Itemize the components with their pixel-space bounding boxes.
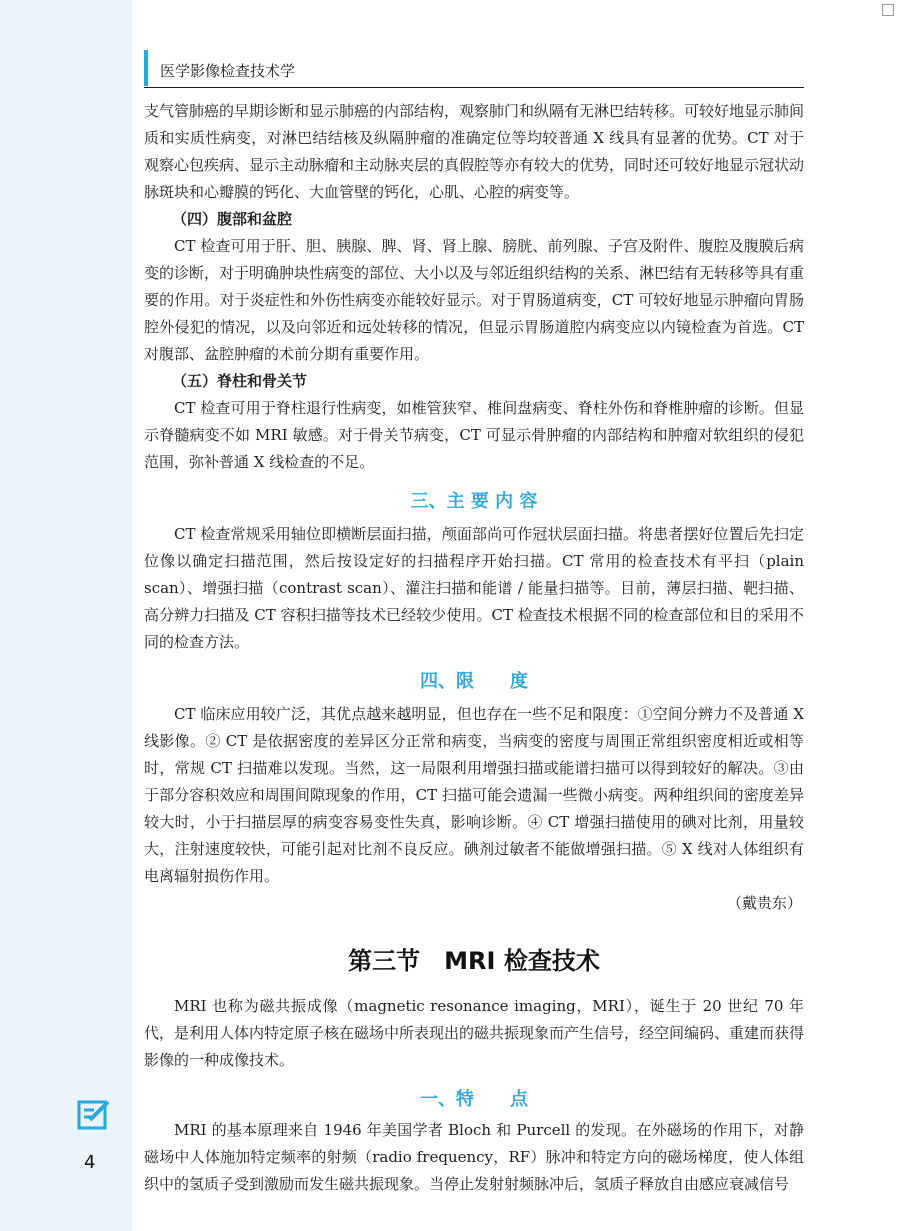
section-heading-main-content: 三、主 要 内 容 [410, 491, 538, 512]
paragraph-spine-joints: CT 检查可用于脊柱退行性病变，如椎管狭窄、椎间盘病变、脊柱外伤和脊椎肿瘤的诊断。但显示脊髓病变不如 MRI 敏感。对于骨关节病变，CT 可显示骨肿瘤的内部结构和肿瘤对软组织的侵犯范围，弥补普通 X 线检查的不足。 [144, 399, 804, 471]
page-body [144, 98, 804, 1198]
header-rule [144, 87, 804, 88]
paragraph-features: MRI 的基本原理来自 1946 年美国学者 Bloch 和 Purcell 的发现。在外磁场的作用下，对静磁场中人体施加特定频率的射频（radio frequency，RF）脉冲和特定方向的磁场梯度，使人体组织中的氢质子受到激励而发生磁共振现象。当停止发射射频脉冲后，氢质子释放自由感应衰减信号 [144, 1121, 804, 1193]
left-margin-band [0, 0, 132, 1231]
paragraph-continued: 支气管肺癌的早期诊断和显示肺癌的内部结构，观察肺门和纵隔有无淋巴结转移。可较好地显示肺间质和实质性病变，对淋巴结结核及纵隔肿瘤的准确定位等均较普通 X 线具有显著的优势。CT 对于观察心包疾病、显示主动脉瘤和主动脉夹层的真假腔等亦有较大的优势，同时还可较好地显示冠状动脉斑块和心瓣膜的钙化、大血管壁的钙化，心肌、心腔的病变等。 [144, 102, 805, 201]
header-accent-bar [144, 50, 148, 86]
author-signature: （戴贵东） [726, 894, 802, 912]
subheading-spine-joints: （五）脊柱和骨关节 [172, 372, 308, 390]
section-heading-limitations: 四、限 度 [420, 671, 528, 692]
paragraph-limitations: CT 临床应用较广泛，其优点越来越明显，但也存在一些不足和限度：①空间分辨力不及普通 X 线影像。② CT 是依据密度的差异区分正常和病变，当病变的密度与周围正常组织密度相近或相等时，常规 CT 扫描难以发现。当然，这一局限利用增强扫描或能谱扫描可以得到较好的解决。③由于部分容积效应和周围间隙现象的作用，CT 扫描可能会遗漏一些微小病变。两种组织间的密度差异较大时，小于扫描层厚的病变容易变性失真，影响诊断。④ CT 增强扫描使用的碘对比剂，用量较大，注射速度较快，可能引起对比剂不良反应。碘剂过敏者不能做增强扫描。⑤ X 线对人体组织有电离辐射损伤作用。 [144, 705, 804, 885]
section-heading-features: 一、特 点 [420, 1089, 528, 1110]
chapter-title: 第三节 MRI 检查技术 [348, 947, 600, 975]
corner-mark [882, 4, 894, 16]
paragraph-main-content: CT 检查常规采用轴位即横断层面扫描，颅面部尚可作冠状层面扫描。将患者摆好位置后先扫定位像以确定扫描范围，然后按设定好的扫描程序开始扫描。CT 常用的检查技术有平扫（plain scan）、增强扫描（contrast scan）、灌注扫描和能谱 / 能量扫描等。目前，薄层扫描、靶扫描、高分辨力扫描及 CT 容积扫描等技术已经较少使用。CT 检查技术根据不同的检查部位和目的采用不同的检查方法。 [144, 525, 804, 651]
book-title: 医学影像检查技术学 [160, 62, 296, 80]
paragraph-abdomen-pelvis: CT 检查可用于肝、胆、胰腺、脾、肾、肾上腺、膀胱、前列腺、子宫及附件、腹腔及腹膜后病变的诊断，对于明确肿块性病变的部位、大小以及与邻近组织结构的关系、淋巴结有无转移等具有重要的作用。对于炎症性和外伤性病变亦能较好显示。对于胃肠道病变，CT 可较好地显示肿瘤向胃肠腔外侵犯的情况，以及向邻近和远处转移的情况，但显示胃肠道腔内病变应以内镜检查为首选。CT 对腹部、盆腔肿瘤的术前分期有重要作用。 [144, 237, 805, 363]
note-edit-icon [76, 1096, 112, 1132]
running-header [144, 50, 804, 90]
subheading-abdomen-pelvis: （四）腹部和盆腔 [172, 210, 293, 228]
paragraph-mri-intro: MRI 也称为磁共振成像（magnetic resonance imaging，MRI），诞生于 20 世纪 70 年代，是利用人体内特定原子核在磁场中所表现出的磁共振现象而产生信号，经空间编码、重建而获得影像的一种成像技术。 [144, 997, 805, 1069]
page-number: 4 [84, 1152, 96, 1173]
